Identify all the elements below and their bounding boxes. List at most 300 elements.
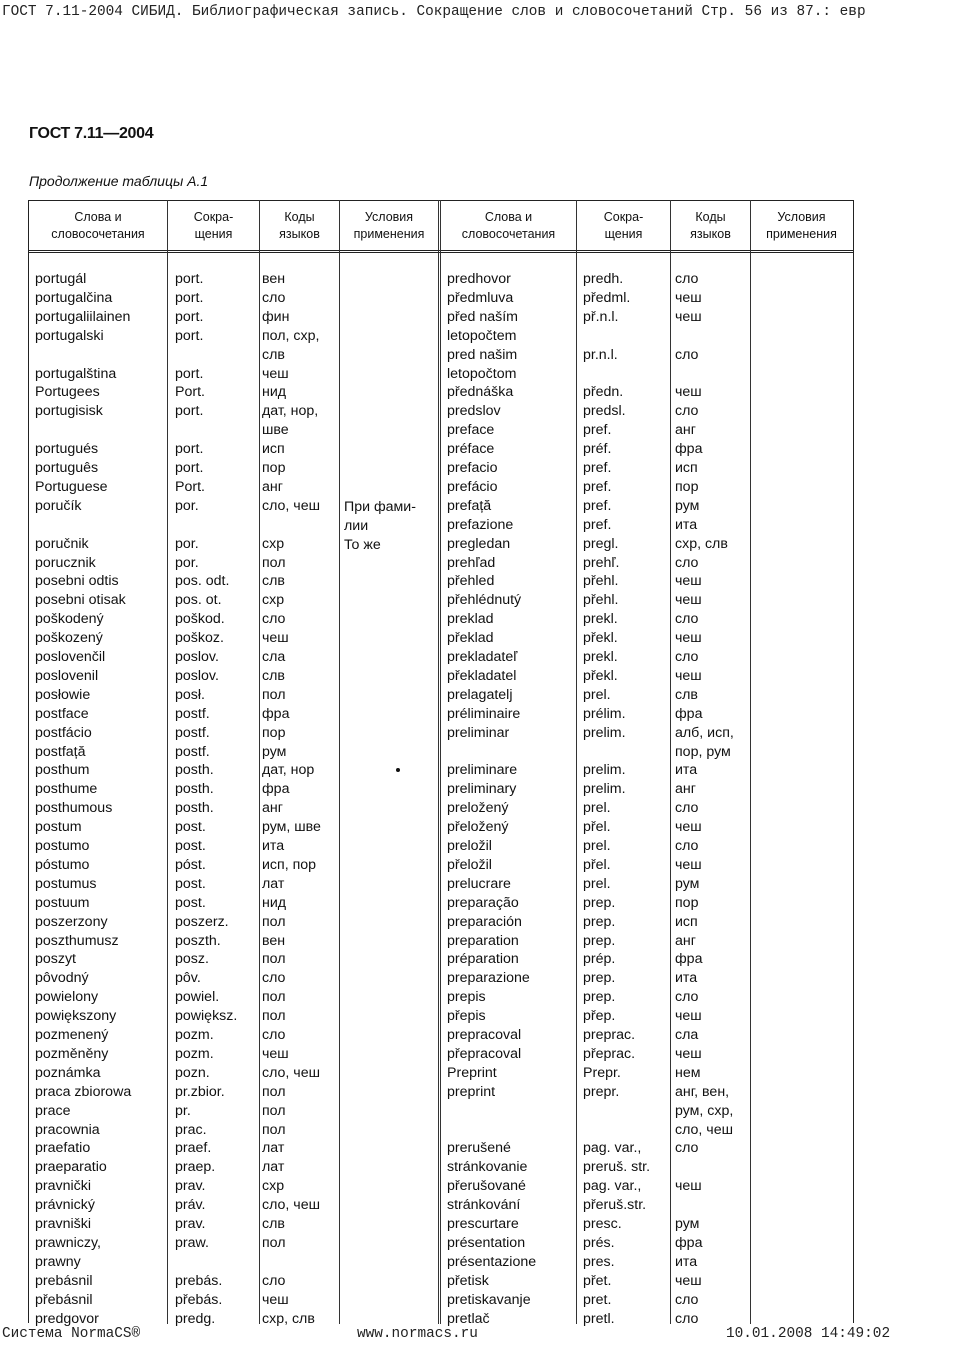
- word-cell: preložil: [447, 838, 492, 854]
- word-cell: predgovor: [35, 1310, 99, 1327]
- word-cell: překladatel: [447, 667, 517, 684]
- abbreviation-cell: poslov.: [175, 667, 219, 684]
- word-cell: pravniški: [35, 1216, 91, 1232]
- language-code-cell: пор: [262, 724, 286, 741]
- language-code-cell: анг: [262, 800, 283, 817]
- abbreviation-cell: pr.n.l.: [583, 346, 618, 363]
- language-code-cell: исп, пор: [262, 856, 317, 873]
- abbreviation-cell: přet.: [583, 1272, 612, 1289]
- abbreviation-cell: port.: [175, 327, 204, 344]
- word-cell: poručík: [35, 497, 82, 514]
- language-code-cell: анг: [675, 422, 696, 439]
- word-cell: preprint: [447, 1083, 496, 1100]
- abbreviation-cell: praef.: [175, 1140, 212, 1157]
- word-cell: préface: [447, 441, 495, 458]
- abbreviation-cell: poškod.: [175, 611, 225, 628]
- document-title: ГОСТ 7.11—2004: [29, 125, 154, 142]
- language-code-cell: сло: [262, 1272, 286, 1289]
- abbreviation-cell: prel.: [583, 875, 611, 892]
- language-code-cell: чеш: [675, 1045, 702, 1062]
- abbreviation-cell: poszerz.: [175, 913, 229, 930]
- word-cell: préliminaire: [447, 705, 521, 722]
- abbreviation-cell: port.: [175, 460, 204, 476]
- word-cell: prawny: [35, 1253, 81, 1270]
- abbreviation-cell: přel.: [583, 856, 611, 873]
- table-continuation-label: Продолжение таблицы А.1: [29, 173, 209, 189]
- language-code-cell: чеш: [675, 592, 702, 609]
- word-cell: postumo: [35, 838, 90, 854]
- abbreviation-cell: poslov.: [175, 649, 219, 665]
- abbreviation-cell: prep.: [583, 989, 616, 1006]
- word-cell: pôvodný: [35, 970, 89, 987]
- language-code-cell: схр: [262, 535, 285, 552]
- abbreviation-cell: post.: [175, 819, 206, 836]
- word-cell: preparación: [447, 913, 522, 930]
- word-cell: předmluva: [447, 289, 514, 306]
- word-cell: portugaliilainen: [35, 308, 131, 325]
- abbreviation-cell: posth.: [175, 781, 214, 798]
- abbreviation-cell: pozn.: [175, 1064, 210, 1081]
- word-cell: portugisisk: [35, 403, 103, 420]
- word-cell: prekladateľ: [447, 649, 518, 665]
- language-code-cell: фра: [675, 441, 703, 458]
- language-code-cell: фин: [262, 308, 290, 325]
- abbreviation-cell: post.: [175, 894, 206, 911]
- abbreviation-cell: praep.: [175, 1159, 216, 1176]
- abbreviation-cell: pag. var.,: [583, 1140, 642, 1157]
- header-codes-left: Коды языков: [279, 210, 320, 241]
- browser-title-line: ГОСТ 7.11-2004 СИБИД. Библиографическая запись. Сокращение слов и словосочетаний Стр. 56 из 87.: евр: [2, 4, 866, 20]
- language-code-cell: исп: [262, 441, 285, 458]
- word-cell: posthume: [35, 781, 98, 798]
- word-cell: pracownia: [35, 1121, 100, 1138]
- abbreviation-cell: postf.: [175, 743, 210, 760]
- word-cell: prehľad: [447, 554, 496, 571]
- language-code-cell: рум: [262, 743, 287, 760]
- abbreviation-cell: práv.: [175, 1197, 206, 1214]
- condition-note: При фами-: [344, 499, 416, 515]
- abbreviation-cell: pref.: [583, 460, 612, 476]
- language-code-cell: сло: [675, 649, 699, 665]
- footer-timestamp: 10.01.2008 14:49:02: [726, 1326, 891, 1342]
- word-cell: Preprint: [447, 1064, 497, 1081]
- language-code-cell: сло: [262, 611, 286, 628]
- word-cell: přehlédnutý: [447, 592, 522, 609]
- stray-dot: [396, 768, 400, 772]
- abbreviation-cell: pozm.: [175, 1045, 214, 1062]
- language-code-cell: рум, схр,: [675, 1102, 734, 1119]
- footer-link[interactable]: www.normacs.ru: [357, 1326, 478, 1342]
- abbreviation-cell: prav.: [175, 1178, 206, 1195]
- header-abbr-right: Сокра- щения: [603, 210, 644, 241]
- word-cell: přerušované: [447, 1178, 526, 1195]
- language-code-cell: вен: [262, 932, 286, 949]
- abbreviation-cell: prepr.: [583, 1083, 620, 1100]
- abbreviation-cell: poškoz.: [175, 630, 224, 647]
- word-cell: přehled: [447, 573, 495, 590]
- language-code-cell: пол: [262, 951, 286, 968]
- language-code-cell: пол: [262, 1121, 286, 1138]
- language-code-cell: лат: [262, 875, 285, 892]
- header-conditions-right: Условия применения: [766, 210, 837, 241]
- word-cell: posebni otisak: [35, 592, 126, 609]
- abbreviation-cell: postf.: [175, 705, 210, 722]
- word-cell: poručnik: [35, 535, 89, 552]
- word-cell: preložený: [447, 800, 509, 817]
- word-cell: poslovenčil: [35, 649, 106, 665]
- word-cell: Portuguese: [35, 478, 108, 495]
- abbreviation-cell: přep.: [583, 1008, 616, 1025]
- word-cell: poškozený: [35, 630, 103, 647]
- abbreviation-cell: post.: [175, 875, 206, 892]
- header-separator: [28, 250, 854, 253]
- abbreviation-cell: prekl.: [583, 611, 618, 628]
- word-cell: pretlač: [447, 1310, 490, 1327]
- word-cell: Portugees: [35, 384, 100, 401]
- language-code-cell: чеш: [262, 365, 289, 382]
- word-cell: prawniczy,: [35, 1234, 101, 1251]
- language-code-cell: чеш: [675, 856, 702, 873]
- language-code-cell: дат, нор: [262, 762, 315, 779]
- word-cell: predhovor: [447, 271, 511, 287]
- column-divider: [167, 200, 168, 1324]
- abbreviation-cell: port.: [175, 308, 204, 325]
- word-cell: poszthumusz: [35, 932, 119, 949]
- word-cell: přeložený: [447, 819, 509, 836]
- abbreviation-cell: port.: [175, 441, 204, 458]
- word-cell: praca zbiorowa: [35, 1083, 132, 1100]
- language-code-cell: слв: [262, 573, 285, 590]
- word-cell: preparazione: [447, 970, 530, 987]
- language-code-cell: сло: [262, 970, 286, 987]
- language-code-cell: лат: [262, 1140, 285, 1157]
- abbreviation-cell: Port.: [175, 478, 205, 495]
- word-cell: postum: [35, 819, 82, 836]
- language-code-cell: нид: [262, 384, 287, 401]
- word-cell: postfácio: [35, 724, 92, 741]
- condition-note: То же: [344, 537, 381, 553]
- abbreviation-cell: powiększ.: [175, 1008, 238, 1025]
- abbreviation-cell: přebás.: [175, 1291, 223, 1308]
- word-cell: pregledan: [447, 535, 511, 552]
- language-code-cell: пор: [675, 894, 699, 911]
- header-words-right: Слова и словосочетания: [461, 210, 556, 241]
- language-code-cell: сло: [675, 403, 699, 420]
- word-cell: letopočtem: [447, 327, 517, 344]
- word-cell: pozmenený: [35, 1027, 109, 1043]
- abbreviation-cell: posz.: [175, 951, 209, 968]
- abbreviation-cell: Prepr.: [583, 1064, 621, 1081]
- word-cell: pretiskavanje: [447, 1291, 531, 1308]
- language-code-cell: фра: [262, 705, 290, 722]
- abbreviation-cell: pref.: [583, 516, 612, 533]
- abbreviation-cell: prel.: [583, 686, 611, 703]
- language-code-cell: сло: [675, 271, 699, 287]
- word-cell: přepracoval: [447, 1045, 522, 1062]
- word-cell: porucznik: [35, 554, 96, 571]
- language-code-cell: сло: [675, 838, 699, 854]
- word-cell: prerušené: [447, 1140, 511, 1157]
- word-cell: před naším: [447, 308, 518, 325]
- language-code-cell: чеш: [675, 667, 702, 684]
- language-code-cell: пор: [675, 478, 699, 495]
- language-code-cell: сло: [675, 1310, 699, 1327]
- language-code-cell: сло: [675, 346, 699, 363]
- language-code-cell: слв: [262, 346, 285, 363]
- word-cell: présentation: [447, 1234, 526, 1251]
- language-code-cell: шве: [262, 422, 289, 439]
- header-conditions-left: Условия применения: [353, 210, 425, 241]
- language-code-cell: анг: [262, 478, 283, 495]
- language-code-cell: ита: [675, 762, 698, 779]
- language-code-cell: пол: [262, 913, 286, 930]
- word-cell: přepis: [447, 1008, 486, 1025]
- abbreviation-cell: předn.: [583, 384, 624, 401]
- word-cell: portugalski: [35, 327, 104, 344]
- abbreviation-cell: pref.: [583, 422, 612, 439]
- word-cell: poznámka: [35, 1064, 101, 1081]
- abbreviation-cell: posth.: [175, 762, 214, 779]
- abbreviation-cell: překl.: [583, 667, 618, 684]
- language-code-cell: вен: [262, 271, 286, 287]
- language-code-cell: схр: [262, 1178, 285, 1195]
- language-code-cell: пол: [262, 554, 286, 571]
- word-cell: preliminare: [447, 762, 518, 779]
- condition-note: лии: [344, 518, 369, 534]
- language-code-cell: рум, шве: [262, 819, 321, 836]
- word-cell: praefatio: [35, 1140, 91, 1157]
- language-code-cell: сло: [675, 989, 699, 1006]
- abbreviation-cell: prel.: [583, 838, 611, 854]
- word-cell: postfață: [35, 743, 86, 760]
- word-cell: prescurtare: [447, 1216, 519, 1232]
- table-frame: [28, 200, 854, 1323]
- word-cell: stránkovanie: [447, 1159, 528, 1176]
- abbreviation-cell: port.: [175, 365, 204, 382]
- language-code-cell: фра: [675, 1234, 703, 1251]
- abbreviation-cell: preruš. str.: [583, 1159, 651, 1176]
- language-code-cell: нид: [262, 894, 287, 911]
- word-cell: pravnički: [35, 1178, 91, 1195]
- word-cell: prelagatelj: [447, 686, 513, 703]
- abbreviation-cell: post.: [175, 838, 206, 854]
- word-cell: powielony: [35, 989, 99, 1006]
- abbreviation-cell: pres.: [583, 1253, 615, 1270]
- word-cell: stránkování: [447, 1197, 521, 1214]
- language-code-cell: чеш: [675, 1178, 702, 1195]
- abbreviation-cell: pozm.: [175, 1027, 214, 1043]
- abbreviation-cell: přehl.: [583, 573, 619, 590]
- language-code-cell: чеш: [675, 1272, 702, 1289]
- abbreviation-cell: prav.: [175, 1216, 206, 1232]
- abbreviation-cell: pret.: [583, 1291, 612, 1308]
- word-cell: preklad: [447, 611, 494, 628]
- word-cell: přetisk: [447, 1272, 489, 1289]
- word-cell: predslov: [447, 403, 501, 420]
- language-code-cell: сло: [675, 554, 699, 571]
- abbreviation-cell: pag. var.,: [583, 1178, 642, 1195]
- abbreviation-cell: preprac.: [583, 1027, 636, 1043]
- header-codes-right: Коды языков: [690, 210, 731, 241]
- abbreviation-cell: por.: [175, 497, 199, 514]
- language-code-cell: рум: [675, 875, 700, 892]
- abbreviation-cell: pos. odt.: [175, 573, 230, 590]
- word-cell: portugués: [35, 441, 99, 458]
- language-code-cell: нем: [675, 1064, 701, 1081]
- abbreviation-cell: préf.: [583, 441, 612, 458]
- abbreviation-cell: pregl.: [583, 535, 619, 552]
- word-cell: prefácio: [447, 478, 498, 495]
- word-cell: préparation: [447, 951, 519, 968]
- language-code-cell: фра: [675, 705, 703, 722]
- language-code-cell: анг: [675, 932, 696, 949]
- word-cell: posebni odtis: [35, 573, 119, 590]
- language-code-cell: чеш: [262, 1291, 289, 1308]
- word-cell: přeložil: [447, 856, 492, 873]
- language-code-cell: чеш: [675, 384, 702, 401]
- abbreviation-cell: prép.: [583, 951, 616, 968]
- language-code-cell: рум: [675, 1216, 700, 1232]
- language-code-cell: схр: [262, 592, 285, 609]
- word-cell: póstumo: [35, 856, 90, 873]
- language-code-cell: сло: [675, 1291, 699, 1308]
- column-divider: [576, 200, 577, 1324]
- abbreviation-cell: prac.: [175, 1121, 207, 1138]
- language-code-cell: схр, слв: [675, 535, 728, 552]
- abbreviation-cell: predsl.: [583, 403, 626, 420]
- abbreviation-cell: prélim.: [583, 705, 626, 722]
- language-code-cell: пор: [262, 460, 286, 476]
- abbreviation-cell: port.: [175, 289, 204, 306]
- word-cell: présentazione: [447, 1253, 537, 1270]
- word-cell: prebásnil: [35, 1272, 93, 1289]
- language-code-cell: рум: [675, 497, 700, 514]
- abbreviation-cell: por.: [175, 535, 199, 552]
- column-divider: [750, 200, 751, 1324]
- language-code-cell: сло: [675, 800, 699, 817]
- language-code-cell: сло: [262, 1027, 286, 1043]
- language-code-cell: сло: [675, 611, 699, 628]
- language-code-cell: пол: [262, 1083, 286, 1100]
- language-code-cell: чеш: [262, 1045, 289, 1062]
- abbreviation-table: [28, 200, 854, 1327]
- word-cell: posthumous: [35, 800, 113, 817]
- word-cell: preparação: [447, 894, 519, 911]
- language-code-cell: ита: [675, 1253, 698, 1270]
- language-code-cell: лат: [262, 1159, 285, 1176]
- language-code-cell: сло, чеш: [262, 1197, 320, 1214]
- language-code-cell: слв: [262, 667, 285, 684]
- column-divider: [438, 200, 441, 1324]
- language-code-cell: пол: [262, 686, 286, 703]
- word-cell: posthum: [35, 762, 90, 779]
- abbreviation-cell: pretl.: [583, 1310, 615, 1327]
- language-code-cell: анг: [675, 781, 696, 798]
- column-divider: [259, 200, 260, 1324]
- abbreviation-cell: postf.: [175, 724, 210, 741]
- word-cell: letopočtom: [447, 365, 517, 382]
- word-cell: português: [35, 460, 99, 476]
- abbreviation-cell: pr.: [175, 1102, 191, 1119]
- abbreviation-cell: por.: [175, 554, 199, 571]
- abbreviation-cell: prep.: [583, 894, 616, 911]
- abbreviation-cell: prés.: [583, 1234, 615, 1251]
- word-cell: právnický: [35, 1197, 95, 1214]
- word-cell: poszerzony: [35, 913, 108, 930]
- word-cell: preliminar: [447, 724, 510, 741]
- abbreviation-cell: Port.: [175, 384, 205, 401]
- language-code-cell: исп: [675, 913, 698, 930]
- language-code-cell: ита: [675, 970, 698, 987]
- language-code-cell: дат, нор,: [262, 403, 319, 420]
- abbreviation-cell: presc.: [583, 1216, 622, 1232]
- header-words-left: Слова и словосочетания: [51, 210, 145, 241]
- language-code-cell: чеш: [675, 573, 702, 590]
- word-cell: preliminary: [447, 781, 517, 798]
- abbreviation-cell: přeprac.: [583, 1045, 636, 1062]
- language-code-cell: пор, рум: [675, 743, 731, 760]
- language-code-cell: пол: [262, 1008, 286, 1025]
- word-cell: poslovenil: [35, 667, 99, 684]
- abbreviation-cell: přeruš.str.: [583, 1197, 647, 1214]
- abbreviation-cell: prep.: [583, 913, 616, 930]
- language-code-cell: слв: [675, 686, 698, 703]
- abbreviation-cell: predh.: [583, 271, 624, 287]
- language-code-cell: исп: [675, 460, 698, 476]
- language-code-cell: сло, чеш: [675, 1121, 733, 1138]
- language-code-cell: слв: [262, 1216, 285, 1232]
- language-code-cell: пол: [262, 989, 286, 1006]
- abbreviation-cell: prel.: [583, 800, 611, 817]
- header-abbr-left: Сокра- щения: [193, 210, 234, 241]
- abbreviation-cell: port.: [175, 271, 204, 287]
- abbreviation-cell: predg.: [175, 1310, 216, 1327]
- abbreviation-cell: pr.zbior.: [175, 1083, 225, 1100]
- language-code-cell: анг, вен,: [675, 1083, 730, 1100]
- abbreviation-cell: přel.: [583, 819, 611, 836]
- language-code-cell: сло, чеш: [262, 1064, 320, 1081]
- language-code-cell: фра: [675, 951, 703, 968]
- abbreviation-cell: prep.: [583, 932, 616, 949]
- word-cell: preface: [447, 422, 495, 439]
- language-code-cell: чеш: [262, 630, 289, 647]
- language-code-cell: схр, слв: [262, 1310, 315, 1327]
- word-cell: powiększony: [35, 1008, 117, 1025]
- word-cell: portugalština: [35, 365, 117, 382]
- word-cell: překlad: [447, 630, 494, 647]
- abbreviation-cell: pref.: [583, 497, 612, 514]
- abbreviation-cell: port.: [175, 403, 204, 420]
- word-cell: postumus: [35, 875, 97, 892]
- language-code-cell: пол, схр,: [262, 327, 320, 344]
- abbreviation-cell: praw.: [175, 1234, 209, 1251]
- word-cell: prefazione: [447, 516, 514, 533]
- language-code-cell: чеш: [675, 819, 702, 836]
- language-code-cell: сла: [675, 1027, 699, 1043]
- word-cell: postface: [35, 705, 89, 722]
- word-cell: prepracoval: [447, 1027, 522, 1043]
- language-code-cell: чеш: [675, 1008, 702, 1025]
- language-code-cell: фра: [262, 781, 290, 798]
- column-divider: [339, 200, 340, 1324]
- abbreviation-cell: posth.: [175, 800, 214, 817]
- abbreviation-cell: poszth.: [175, 932, 221, 949]
- word-cell: postuum: [35, 894, 90, 911]
- word-cell: pozměněny: [35, 1045, 109, 1062]
- word-cell: prace: [35, 1102, 71, 1119]
- word-cell: prefacio: [447, 460, 498, 476]
- language-code-cell: алб, исп,: [675, 724, 734, 741]
